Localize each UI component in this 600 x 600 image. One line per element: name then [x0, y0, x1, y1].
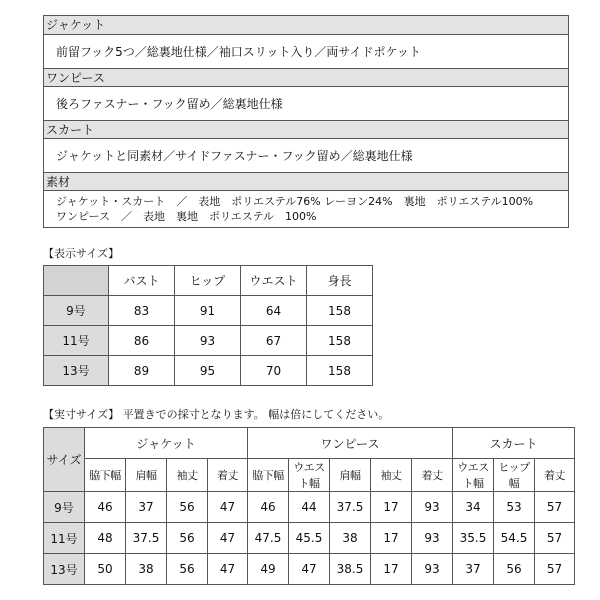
- material-description: [44, 191, 568, 227]
- table-cell: 37.5: [126, 523, 167, 554]
- table-cell: 91: [175, 296, 241, 326]
- subheader-cell: ウエスト幅: [453, 459, 494, 492]
- subheader-cell: 着丈: [412, 459, 453, 492]
- table-cell: 86: [109, 326, 175, 356]
- table-cell: 67: [241, 326, 307, 356]
- group-header-skirt: スカート: [453, 428, 575, 459]
- header-height: 身長: [307, 266, 373, 296]
- subheader-cell: 肩幅: [126, 459, 167, 492]
- display-size-header-row: [44, 266, 373, 296]
- table-row: [44, 523, 575, 554]
- table-cell: 57: [535, 492, 575, 523]
- display-size-corner-cell: [44, 266, 109, 296]
- header-hip: ヒップ: [175, 266, 241, 296]
- table-cell: 47: [289, 554, 330, 585]
- subheader-cell: 脇下幅: [248, 459, 289, 492]
- size-label: 9号: [44, 492, 85, 523]
- actual-size-title: 【実寸サイズ】 平置きでの採寸となります。 幅は倍にしてください。: [43, 408, 390, 421]
- dress-description: [44, 87, 568, 120]
- table-cell: 89: [109, 356, 175, 386]
- table-cell: 93: [412, 492, 453, 523]
- display-size-table: [43, 265, 373, 386]
- table-cell: 56: [167, 492, 208, 523]
- table-cell: 158: [307, 296, 373, 326]
- subheader-cell: 着丈: [208, 459, 248, 492]
- table-cell: 56: [167, 523, 208, 554]
- subheader-cell: ヒップ幅: [494, 459, 535, 492]
- size-label: 13号: [44, 356, 109, 386]
- table-cell: 56: [494, 554, 535, 585]
- size-label: 11号: [44, 326, 109, 356]
- jacket-description-text: 前留フック5つ／総裏地仕様／袖口スリット入り／両サイドポケット: [56, 45, 421, 59]
- skirt-description-text: ジャケットと同素材／サイドファスナー・フック留め／総裏地仕様: [56, 149, 413, 163]
- material-line-1: ジャケット・スカート ／ 表地 ポリエステル76% レーヨン24% 裏地 ポリエステル100%: [56, 195, 534, 208]
- table-cell: 83: [109, 296, 175, 326]
- jacket-label: ジャケット: [44, 16, 568, 35]
- table-cell: 47.5: [248, 523, 289, 554]
- table-cell: 93: [412, 523, 453, 554]
- table-cell: 53: [494, 492, 535, 523]
- table-cell: 50: [85, 554, 126, 585]
- table-cell: 93: [412, 554, 453, 585]
- table-cell: 93: [175, 326, 241, 356]
- subheader-cell: 袖丈: [167, 459, 208, 492]
- size-label: 11号: [44, 523, 85, 554]
- product-spec-block: [43, 15, 569, 228]
- table-cell: 38.5: [330, 554, 371, 585]
- header-waist: ウエスト: [241, 266, 307, 296]
- skirt-description: [44, 139, 568, 172]
- subheader-cell: 着丈: [535, 459, 575, 492]
- subheader-cell: 肩幅: [330, 459, 371, 492]
- table-cell: 95: [175, 356, 241, 386]
- table-row: [44, 554, 575, 585]
- dress-description-text: 後ろファスナー・フック留め／総裏地仕様: [56, 97, 283, 111]
- table-cell: 45.5: [289, 523, 330, 554]
- table-cell: 54.5: [494, 523, 535, 554]
- table-cell: 47: [208, 523, 248, 554]
- table-cell: 37.5: [330, 492, 371, 523]
- table-cell: 56: [167, 554, 208, 585]
- subheader-cell: ウエスト幅: [289, 459, 330, 492]
- table-cell: 38: [330, 523, 371, 554]
- jacket-description: [44, 35, 568, 68]
- table-cell: 70: [241, 356, 307, 386]
- table-cell: 46: [248, 492, 289, 523]
- table-cell: 47: [208, 492, 248, 523]
- table-cell: 44: [289, 492, 330, 523]
- table-cell: 49: [248, 554, 289, 585]
- actual-size-group-row: [44, 428, 575, 459]
- table-cell: 37: [453, 554, 494, 585]
- table-row: [44, 326, 373, 356]
- table-cell: 37: [126, 492, 167, 523]
- table-cell: 158: [307, 356, 373, 386]
- size-column-header: サイズ: [44, 428, 85, 492]
- material-line-2: ワンピース ／ 表地 裏地 ポリエステル 100%: [56, 210, 317, 223]
- table-cell: 17: [371, 554, 412, 585]
- table-cell: 34: [453, 492, 494, 523]
- table-cell: 64: [241, 296, 307, 326]
- table-cell: 38: [126, 554, 167, 585]
- table-row: [44, 296, 373, 326]
- header-bust: バスト: [109, 266, 175, 296]
- table-cell: 17: [371, 523, 412, 554]
- table-cell: 47: [208, 554, 248, 585]
- table-cell: 35.5: [453, 523, 494, 554]
- table-cell: 57: [535, 523, 575, 554]
- table-cell: 46: [85, 492, 126, 523]
- material-label: 素材: [44, 172, 568, 191]
- dress-label: ワンピース: [44, 68, 568, 87]
- table-row: [44, 492, 575, 523]
- table-cell: 158: [307, 326, 373, 356]
- table-cell: 17: [371, 492, 412, 523]
- size-label: 13号: [44, 554, 85, 585]
- group-header-dress: ワンピース: [248, 428, 453, 459]
- group-header-jacket: ジャケット: [85, 428, 248, 459]
- size-label: 9号: [44, 296, 109, 326]
- display-size-title: 【表示サイズ】: [43, 247, 120, 260]
- table-cell: 57: [535, 554, 575, 585]
- subheader-cell: 袖丈: [371, 459, 412, 492]
- skirt-label: スカート: [44, 120, 568, 139]
- table-row: [44, 356, 373, 386]
- actual-size-subheader-row: [44, 459, 575, 492]
- table-cell: 48: [85, 523, 126, 554]
- actual-size-table: [43, 427, 575, 585]
- subheader-cell: 脇下幅: [85, 459, 126, 492]
